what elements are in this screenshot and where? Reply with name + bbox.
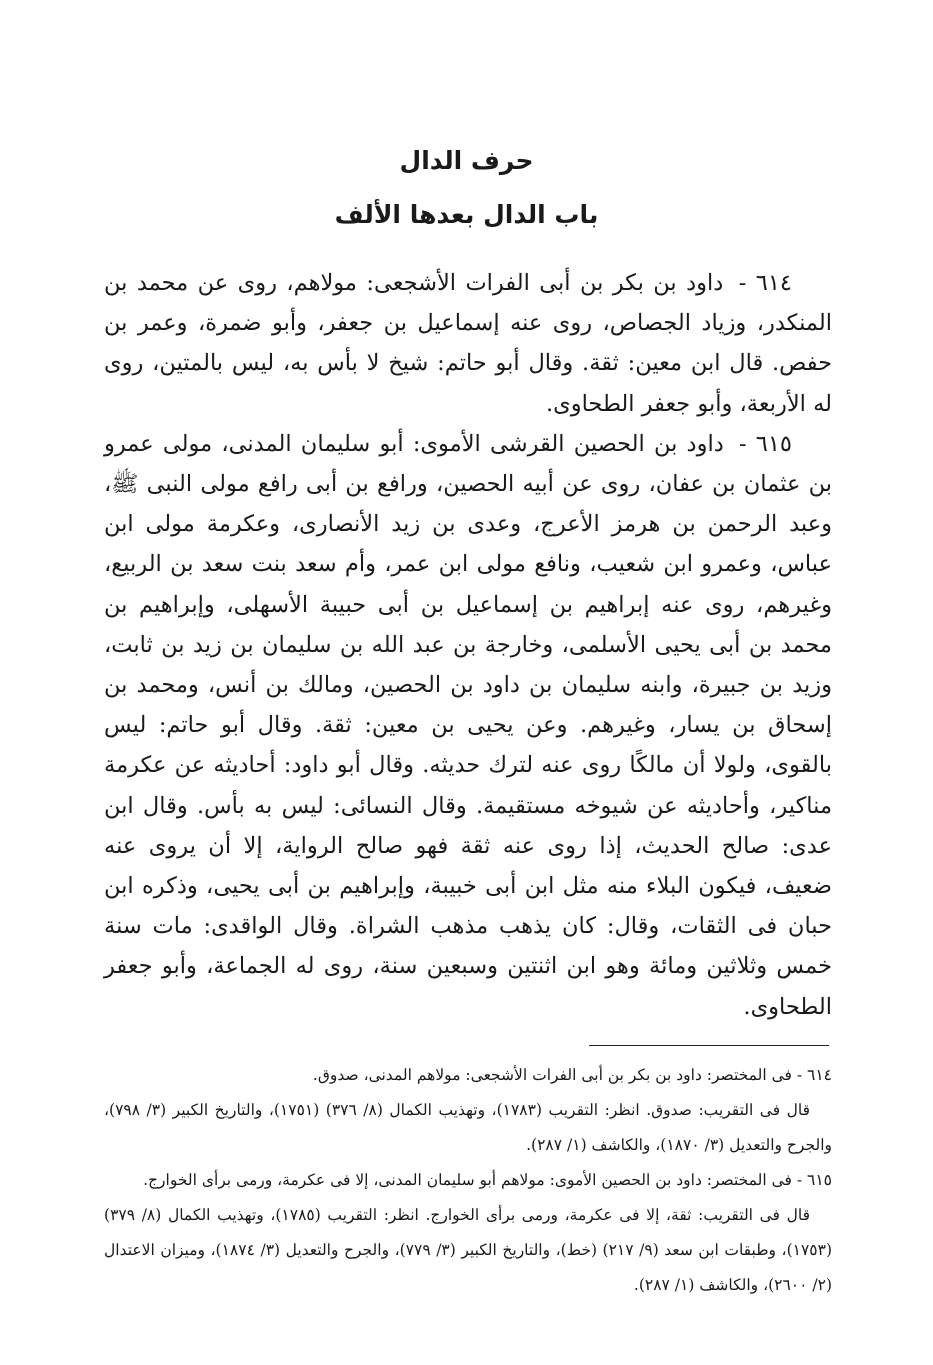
entry-615 bbox=[104, 424, 832, 1027]
entry-614 bbox=[104, 263, 832, 424]
footnotes bbox=[104, 1058, 832, 1303]
footnote-614-head: ٦١٤ - فى المختصر: داود بن بكر بن أبى الفرات الأشجعى: مولاهم المدنى، صدوق. bbox=[312, 1066, 832, 1084]
entry-text: داود بن بكر بن أبى الفرات الأشجعى: مولاهم، روى عن محمد بن المنكدر، وزياد الجصاص، روى عنه إسماعيل بن جعفر، وأبو ضمرة، وعمر بن حفص. قال ابن معين: ثقة. وقال أبو حاتم: شيخ لا بأس به، ليس بالمتين، روى له الأربعة، وأبو جعفر الطحاوى. bbox=[104, 270, 832, 417]
footnote-divider bbox=[589, 1045, 829, 1046]
section-title: باب الدال بعدها الألف bbox=[334, 200, 599, 229]
footnote-615-body: قال فى التقريب: ثقة، إلا فى عكرمة، ورمى برأى الخوارج. انظر: التقريب (١٧٨٥)، وتهذيب الكمال (٨/ ٣٧٩) (١٧٥٣)، وطبقات ابن سعد (٩/ ٢١٧) (خط)، والتاريخ الكبير (٣/ ٧٧٩)، والجرح والتعديل (٣/ ١٨٧٤)، وميزان الاعتدال (٢/ ٢٦٠٠)، والكاشف (١/ ٢٨٧). bbox=[104, 1206, 832, 1294]
entry-number: ٦١٤ - bbox=[738, 270, 792, 296]
footnote-614-body: قال فى التقريب: صدوق. انظر: التقريب (١٧٨٣)، وتهذيب الكمال (٨/ ٣٧٦) (١٧٥١)، والتاريخ الكبير (٣/ ٧٩٨)، والجرح والتعديل (٣/ ١٨٧٠)، والكاشف (١/ ٢٨٧). bbox=[104, 1101, 832, 1154]
entry-number: ٦١٥ - bbox=[738, 430, 793, 457]
entry-text: داود بن الحصين القرشى الأموى: أبو سليمان المدنى، مولى عمرو بن عثمان بن عفان، روى عن أبيه الحصين، ورافع بن أبى رافع مولى النبى ﷺ، وعبد الرحمن بن هرمز الأعرج، وعدى بن زيد الأنصارى، وعكرمة مولى ابن عباس، وعمرو ابن شعيب، ونافع مولى ابن عمر، وأم سعد بنت سعد بن الربيع، وغيرهم، روى عنه إبراهيم بن إسماعيل بن أبى حبيبة الأسهلى، وإبراهيم بن محمد بن أبى يحيى الأسلمى، وخارجة بن عبد الله بن سليمان بن زيد بن ثابت، وزيد بن جبيرة، وابنه سليمان بن داود بن الحصين، ومالك بن أنس، ومحمد بن إسحاق بن يسار، وغيرهم. وعن يحيى بن معين: ثقة. وقال أبو حاتم: ليس بالقوى، ولولا أن مالكًا روى عنه لترك حديثه. وقال أبو داود: أحاديثه عن عكرمة مناكير، وأحاديثه عن شيوخه مستقيمة. وقال النسائى: ليس به بأس. وقال ابن عدى: صالح الحديث، إذا روى عنه ثقة فهو صالح الرواية، إلا أن يروى عنه ضعيف، فيكون البلاء منه مثل ابن أبى خبيبة، وإبراهيم بن أبى يحيى، وذكره ابن حبان فى الثقات، وقال: كان يذهب مذهب الشراة. وقال الواقدى: مات سنة خمس وثلاثين ومائة وهو ابن اثنتين وسبعين سنة، روى له الجماعة، وأبو جعفر الطحاوى. bbox=[104, 430, 832, 1020]
main-text bbox=[104, 263, 832, 1027]
chapter-title: حرف الدال bbox=[399, 146, 534, 175]
footnote-615-head: ٦١٥ - فى المختصر: داود بن الحصين الأموى: مولاهم أبو سليمان المدنى، إلا فى عكرمة، ورمى برأى الخوارج. bbox=[143, 1171, 832, 1189]
